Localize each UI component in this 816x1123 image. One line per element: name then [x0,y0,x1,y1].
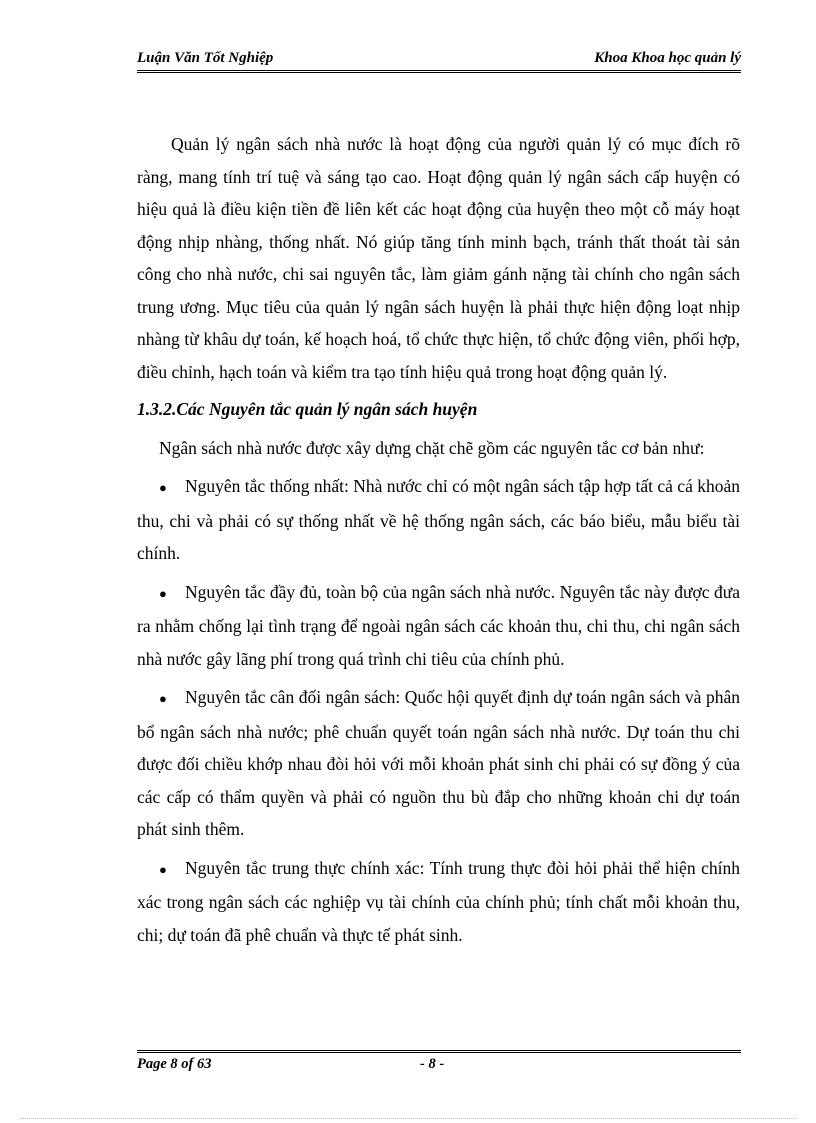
header-faculty-name: Khoa Khoa học quản lý [594,50,741,66]
page-edge [20,1118,796,1119]
list-item [137,470,740,576]
list-item-text: Nguyên tắc trung thực chính xác: Tính trung thực đòi hỏi phải thể hiện chính xác trong ngân sách các nghiệp vụ tài chính của chính phủ; tính chất mỗi khoản thu, chi; dự toán đã phê chuẩn và thực tế phát sinh. [137,857,740,945]
paragraph-budget-management: Quản lý ngân sách nhà nước là hoạt động của người quản lý có mục đích rõ ràng, mang tính trí tuệ và sáng tạo cao. Hoạt động quản lý ngân sách cấp huyện có hiệu quả là điều kiện tiền đề liên kết các hoạt động của huyện theo một cỗ máy hoạt động nhịp nhàng, thống nhất. Nó giúp tăng tính minh bạch, tránh thất thoát tài sản công cho nhà nước, chi sai nguyên tắc, làm giảm gánh nặng tài chính cho ngân sách trung ương. Mục tiêu của quản lý ngân sách huyện là phải thực hiện động loạt nhịp nhàng từ khâu dự toán, kế hoạch hoá, tổ chức thực hiện, tổ chức động viên, phối hợp, điều chỉnh, hạch toán và kiểm tra tạo tính hiệu quả trong hoạt động quản lý. [137,134,740,382]
section-heading: 1.3.2.Các Nguyên tắc quản lý ngân sách huyện [137,399,478,419]
bullet-icon: ● [159,691,167,706]
document-body [137,128,740,957]
list-item [137,576,740,682]
footer-divider [137,1050,741,1053]
list-item-text: Nguyên tắc đầy đủ, toàn bộ của ngân sách nhà nước. Nguyên tắc này được đưa ra nhằm chống lại tình trạng để ngoài ngân sách các khoản thu, chi thu, chi ngân sách nhà nước gây lãng phí trong quá trình chi tiêu của chính phủ. [137,581,740,669]
paragraph-principles-intro: Ngân sách nhà nước được xây dựng chặt chẽ gồm các nguyên tắc cơ bản như: [159,437,705,458]
bullet-icon: ● [159,585,167,601]
header-thesis-title: Luận Văn Tốt Nghiệp [137,50,274,66]
header-divider [137,70,741,73]
bullet-icon: ● [159,480,167,495]
list-item [137,852,740,958]
page-count: Page 8 of 63 [137,1056,212,1072]
page-number: - 8 - [420,1056,445,1072]
bullet-icon: ● [159,861,167,877]
list-item-text: Nguyên tắc cân đối ngân sách: Quốc hội quyết định dự toán ngân sách và phân bổ ngân sách nhà nước; phê chuẩn quyết toán ngân sách nhà nước. Dự toán thu chi được đối chiều khớp nhau đòi hỏi với mỗi khoản phát sinh chi phải có sự đồng ý của các cấp có thẩm quyền và phải có nguồn thu bù đắp cho những khoản chi dự toán phát sinh thêm. [137,687,740,839]
page-header [137,46,741,72]
list-item-text: Nguyên tắc thống nhất: Nhà nước chỉ có một ngân sách tập hợp tất cả cá khoản thu, chi và phải có sự thống nhất về hệ thống ngân sách, các báo biểu, mẫu biểu tài chính. [137,476,740,563]
list-item [137,681,740,852]
